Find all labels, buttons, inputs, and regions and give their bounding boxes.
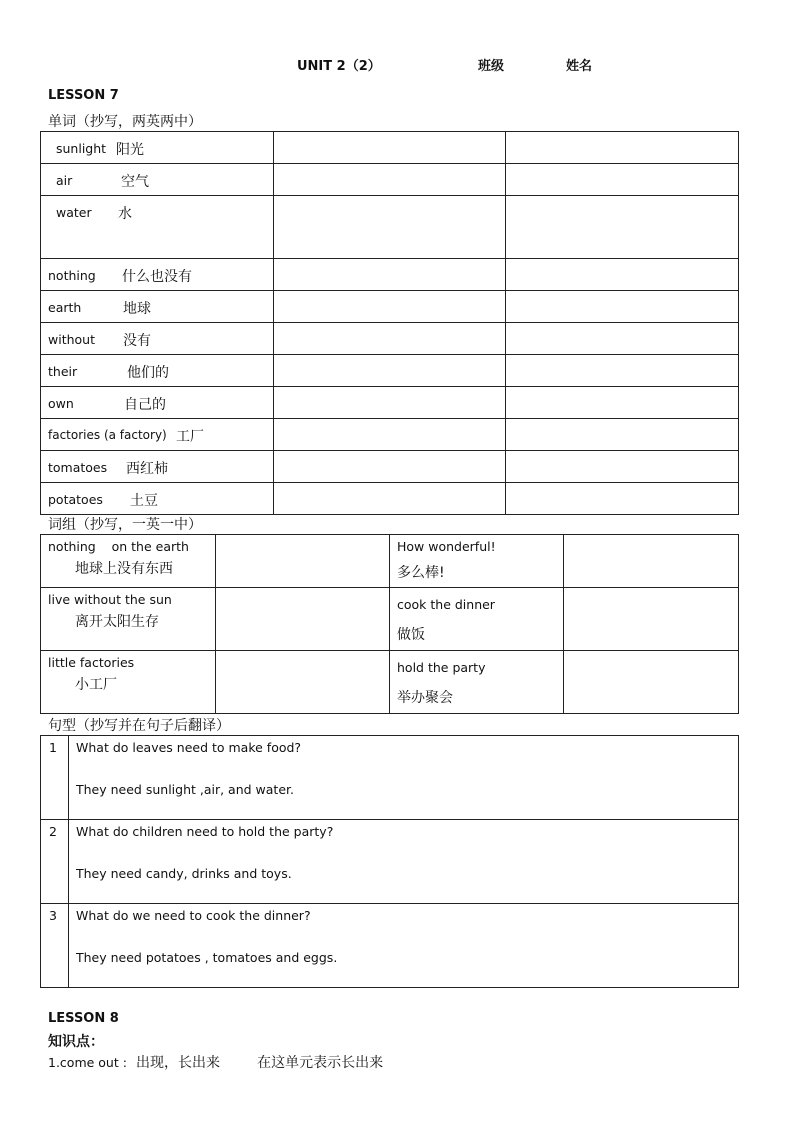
copy-cell[interactable] bbox=[274, 451, 506, 483]
table-row bbox=[41, 535, 739, 588]
copy-cell[interactable] bbox=[274, 132, 506, 164]
copy-cell[interactable] bbox=[274, 419, 506, 451]
copy-cell[interactable] bbox=[506, 164, 739, 196]
phrase-cn: 小工厂 bbox=[75, 677, 117, 693]
phrase-cn: 地球上没有东西 bbox=[75, 561, 173, 577]
table-row bbox=[41, 132, 739, 164]
sentence-cell[interactable] bbox=[69, 904, 739, 988]
copy-cell[interactable] bbox=[506, 451, 739, 483]
copy-cell[interactable] bbox=[506, 259, 739, 291]
sentence-answer: They need candy, drinks and toys. bbox=[76, 866, 292, 881]
copy-cell[interactable] bbox=[216, 588, 390, 651]
name-label: 姓名 bbox=[566, 59, 593, 74]
copy-cell[interactable] bbox=[274, 196, 506, 259]
word-cn: 他们的 bbox=[127, 365, 169, 381]
phrase-cn: 做饭 bbox=[397, 627, 425, 643]
copy-cell[interactable] bbox=[506, 291, 739, 323]
table-row bbox=[41, 323, 739, 355]
table-row bbox=[41, 588, 739, 651]
sentence-number: 1 bbox=[49, 740, 57, 755]
sentence-cell[interactable] bbox=[69, 820, 739, 904]
sentence-question: What do children need to hold the party? bbox=[76, 824, 334, 839]
class-label: 班级 bbox=[478, 59, 505, 74]
table-row bbox=[41, 164, 739, 196]
sentences-table bbox=[40, 735, 739, 988]
table-row bbox=[41, 451, 739, 483]
knowledge-label: 知识点： bbox=[48, 1034, 104, 1050]
phrase-cn: 离开太阳生存 bbox=[75, 614, 159, 630]
copy-cell[interactable] bbox=[274, 483, 506, 515]
copy-cell[interactable] bbox=[274, 164, 506, 196]
phrase-en: hold the party bbox=[397, 660, 486, 675]
copy-cell[interactable] bbox=[274, 355, 506, 387]
word-en: sunlight bbox=[56, 141, 107, 156]
unit-title: UNIT 2（2） bbox=[297, 59, 381, 74]
word-en: water bbox=[56, 205, 92, 220]
lesson7-title: LESSON 7 bbox=[48, 88, 119, 103]
phrase-en: nothing on the earth bbox=[48, 539, 189, 554]
phrase-en: cook the dinner bbox=[397, 597, 495, 612]
sentence-number: 2 bbox=[49, 824, 57, 839]
words-table bbox=[40, 131, 739, 515]
lesson8-title: LESSON 8 bbox=[48, 1011, 119, 1026]
knowledge-point-1 bbox=[48, 1052, 383, 1072]
sentences-heading: 句型（抄写并在句子后翻译） bbox=[48, 718, 230, 734]
sentence-answer: They need sunlight ,air, and water. bbox=[76, 782, 294, 797]
phrase-en: How wonderful! bbox=[397, 539, 496, 554]
sentence-answer: They need potatoes , tomatoes and eggs. bbox=[76, 950, 338, 965]
table-row bbox=[41, 196, 739, 259]
copy-cell[interactable] bbox=[506, 483, 739, 515]
sentence-question: What do we need to cook the dinner? bbox=[76, 908, 311, 923]
copy-cell[interactable] bbox=[506, 355, 739, 387]
table-row bbox=[41, 355, 739, 387]
copy-cell[interactable] bbox=[274, 259, 506, 291]
phrase-cn: 举办聚会 bbox=[397, 690, 453, 706]
copy-cell[interactable] bbox=[506, 387, 739, 419]
table-row bbox=[41, 291, 739, 323]
table-row bbox=[41, 820, 739, 904]
copy-cell[interactable] bbox=[564, 651, 739, 714]
copy-cell[interactable] bbox=[274, 323, 506, 355]
word-en: their bbox=[48, 364, 78, 379]
copy-cell[interactable] bbox=[506, 132, 739, 164]
copy-cell[interactable] bbox=[506, 419, 739, 451]
word-cn: 西红柿 bbox=[126, 461, 168, 477]
phrase-cn: 多么棒! bbox=[397, 565, 445, 581]
copy-cell[interactable] bbox=[216, 535, 390, 588]
table-row bbox=[41, 483, 739, 515]
word-cn: 自己的 bbox=[124, 397, 166, 413]
table-row bbox=[41, 259, 739, 291]
word-cn: 工厂 bbox=[176, 429, 204, 445]
point1-en: 1.come out : bbox=[48, 1055, 127, 1070]
word-en: tomatoes bbox=[48, 460, 108, 475]
sentence-cell[interactable] bbox=[69, 736, 739, 820]
copy-cell[interactable] bbox=[564, 535, 739, 588]
sentence-question: What do leaves need to make food? bbox=[76, 740, 302, 755]
table-row bbox=[41, 419, 739, 451]
word-en: own bbox=[48, 396, 74, 411]
word-cn: 空气 bbox=[121, 174, 149, 190]
copy-cell[interactable] bbox=[506, 196, 739, 259]
word-cn: 地球 bbox=[123, 301, 151, 317]
word-en: factories (a factory) bbox=[48, 428, 167, 442]
phrases-table bbox=[40, 534, 739, 714]
copy-cell[interactable] bbox=[216, 651, 390, 714]
word-cn: 阳光 bbox=[116, 142, 144, 158]
word-en: earth bbox=[48, 300, 82, 315]
table-row bbox=[41, 736, 739, 820]
point1-note: 在这单元表示长出来 bbox=[257, 1055, 384, 1071]
words-heading: 单词（抄写，两英两中） bbox=[48, 114, 202, 130]
word-cn: 什么也没有 bbox=[122, 269, 192, 285]
word-en: potatoes bbox=[48, 492, 103, 507]
phrase-en: little factories bbox=[48, 655, 135, 670]
copy-cell[interactable] bbox=[274, 387, 506, 419]
point1-cn: 出现，长出来 bbox=[136, 1055, 221, 1071]
phrases-heading: 词组（抄写，一英一中） bbox=[48, 517, 202, 533]
word-en: air bbox=[56, 173, 73, 188]
word-cn: 水 bbox=[118, 206, 132, 222]
sentence-number: 3 bbox=[49, 908, 57, 923]
word-cn: 土豆 bbox=[130, 493, 158, 509]
copy-cell[interactable] bbox=[274, 291, 506, 323]
copy-cell[interactable] bbox=[564, 588, 739, 651]
word-en: without bbox=[48, 332, 95, 347]
word-cn: 没有 bbox=[123, 333, 151, 349]
table-row bbox=[41, 651, 739, 714]
phrase-en: live without the sun bbox=[48, 592, 172, 607]
word-en: nothing bbox=[48, 268, 96, 283]
table-row bbox=[41, 387, 739, 419]
copy-cell[interactable] bbox=[506, 323, 739, 355]
table-row bbox=[41, 904, 739, 988]
